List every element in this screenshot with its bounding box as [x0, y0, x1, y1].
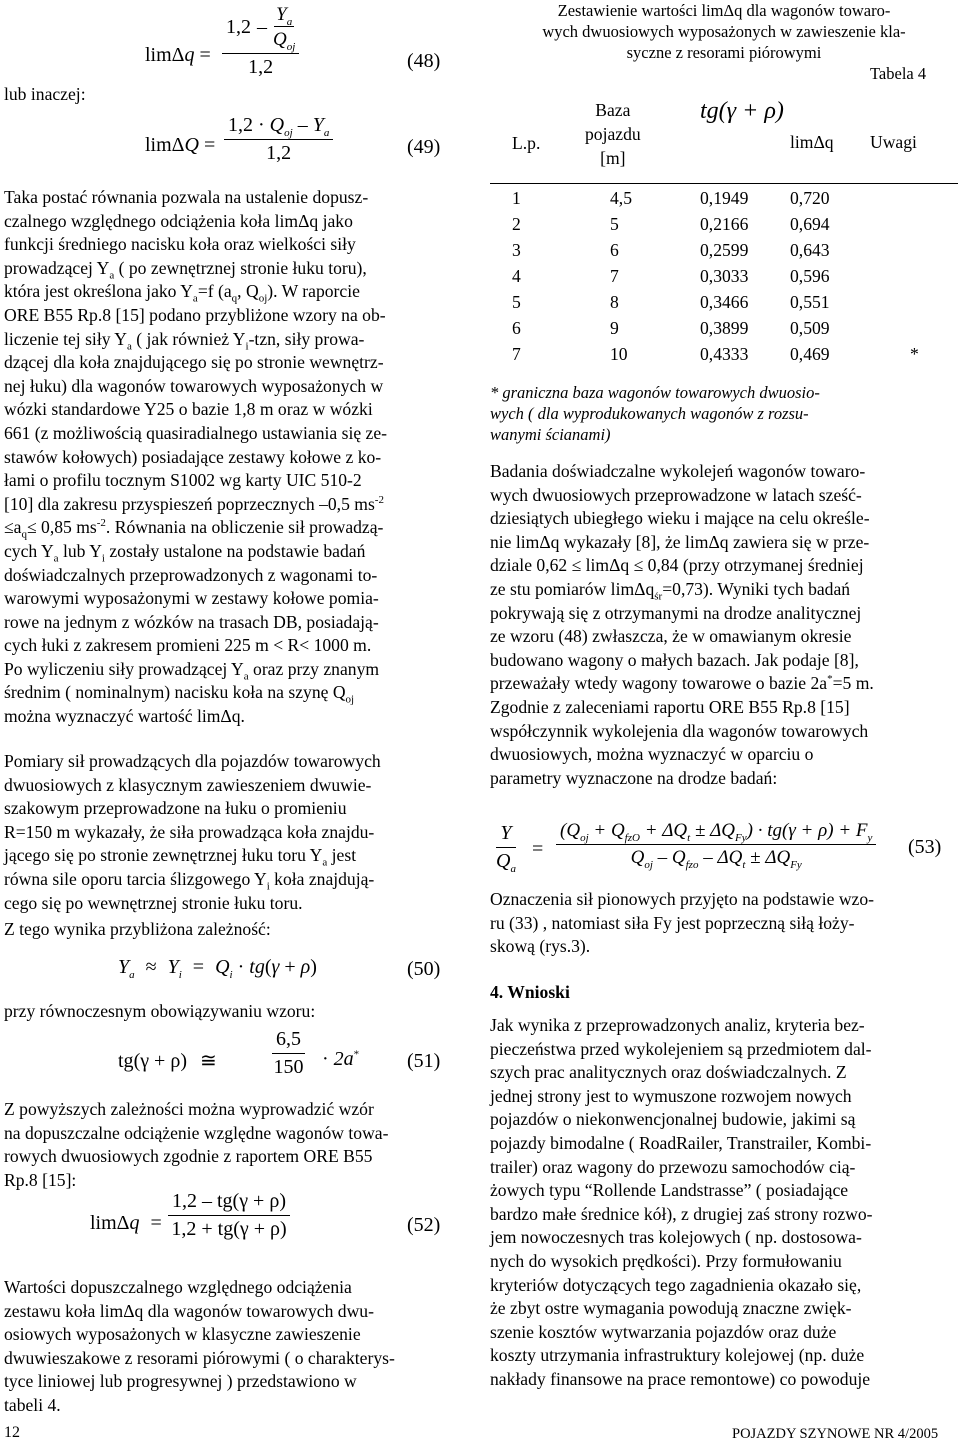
text-line: *: [353, 1048, 360, 1061]
table-row: [490, 292, 958, 318]
table-cell: 5: [610, 214, 619, 234]
text-line: kryteriów dotyczących tego zagadnienia okazało się,: [490, 1274, 862, 1295]
text-line: nie limΔq wykazały [8], że limΔq zawiera się w prze-: [490, 531, 870, 552]
text-line: 150: [273, 1056, 304, 1078]
table-cell: 0,4333: [700, 344, 749, 364]
section-title: 4. Wnioski: [490, 982, 570, 1002]
eq48-var: q: [184, 44, 195, 66]
text-line: jącego się po stronie zewnętrznej łuku toru Y: [4, 845, 323, 866]
text-line: a: [322, 856, 328, 869]
text-line: koła znajdują-: [269, 868, 375, 889]
text-line: czalnego względnego odciążenia koła limΔq jako: [4, 210, 353, 231]
eq49-num-q-sub: oj: [284, 127, 293, 139]
eq48-fraction: [222, 4, 299, 79]
header-uwagi: Uwagi: [870, 132, 917, 152]
table-cell: *: [910, 344, 919, 364]
text-line: wych dwuosiowych wyposażonych w zawieszenie kla-: [542, 22, 906, 41]
text-line: tg: [118, 1050, 134, 1072]
text-line: -2: [96, 517, 106, 530]
text-line: q: [129, 1212, 140, 1234]
text-line: i: [229, 969, 233, 981]
text-line: 661 (z możliwością quasiradialnego ustawiania się ze-: [4, 422, 388, 443]
text-line: Q: [630, 847, 645, 868]
table-header-rule: [490, 183, 958, 184]
text-line: Q: [215, 956, 230, 978]
eq49-delta: Δ: [171, 134, 185, 156]
text-line: stawów kołowych) posiadające zestawy kołowe z ko-: [4, 446, 382, 467]
text-line: pojazdy bimodalne ( RoadRailer, Transtrailer, Kombi-: [490, 1132, 872, 1153]
text-line: oj: [580, 831, 589, 844]
text-line: ze stu pomiarów limΔq: [490, 578, 655, 599]
table-cell: 10: [610, 344, 628, 364]
text-line: pojazdu: [585, 124, 641, 144]
eq51-fraction: [272, 1028, 305, 1079]
text-line: ≤ 0,85 ms: [26, 517, 97, 538]
text-line: ·: [322, 1048, 329, 1070]
text-line: można wyznaczyć wartość limΔq.: [4, 706, 245, 727]
text-line: rowych dwuosiowych zgodnie z raportem ORE B55: [4, 1146, 373, 1167]
text-line: γ: [271, 956, 280, 978]
text-line: koszty utrzymania infrastruktury kolejowej (np. duże: [490, 1345, 865, 1366]
text-line: funkcji średniego nacisku koła oraz wielkości siły: [4, 234, 356, 255]
text-line: a: [53, 552, 59, 565]
text-line: ): [310, 956, 317, 978]
eq48-num-a: 1,2: [226, 16, 251, 38]
text-line: [m]: [600, 148, 626, 168]
text-line: Fy: [790, 858, 802, 871]
text-line: cych Y: [4, 540, 54, 561]
text-line: t: [687, 831, 691, 844]
text-line: ± ΔQ: [690, 820, 736, 841]
text-line: y: [867, 831, 873, 844]
text-line: która jest określona jako Y: [4, 281, 193, 302]
text-line: dziale 0,62 ≤ limΔq ≤ 0,84 (przy otrzymanej średniej: [490, 555, 864, 576]
text-line: nych do wysokich prędkości). Przy formułowaniu: [490, 1250, 842, 1271]
text-line: q: [231, 292, 238, 305]
equation-48: [145, 44, 211, 67]
right-paragraph-2: [490, 888, 958, 959]
table-cell: 0,596: [790, 266, 830, 286]
text-line: wózki standardowe Y25 o bazie 1,8 m oraz w wózki: [4, 399, 373, 420]
text-line: Y: [118, 956, 130, 978]
text-line: i: [178, 969, 182, 981]
header-tg: tg(γ + ρ): [700, 98, 784, 124]
text-line: szenie kosztów wytwarzania pojazdów oraz duże: [490, 1321, 837, 1342]
text-line: wych dwuosiowych przeprowadzone w latach sześć-: [490, 484, 862, 505]
eq50-number: (50): [407, 958, 441, 980]
text-line: dwuosiowych z klasycznym zawieszeniem dwuwie-: [4, 774, 372, 795]
page-number: 12: [4, 1424, 20, 1441]
text-line: ORE B55 Rp.8 [15] podano przybliżone wzory na ob-: [4, 304, 386, 325]
eq49-eqsign: =: [204, 134, 216, 156]
text-line: że zbyt ostre wymagania powodują znaczne zwięk-: [490, 1298, 852, 1319]
text-line: pokrywają się z otrzymanymi na drodze analitycznej: [490, 602, 862, 623]
text-line: + Q: [588, 820, 625, 841]
table-cell: 5: [512, 292, 521, 312]
text-line: Y: [496, 822, 515, 848]
table-row: [490, 188, 958, 214]
eq48-ya-sub: a: [286, 15, 293, 28]
text-line: Taka postać równania pozwala na ustalenie dopusz-: [4, 187, 369, 207]
text-line: a: [109, 269, 115, 282]
eq49-num-minus: –: [297, 114, 308, 136]
text-line: pojazdów o niekonwencjonalnej budowie, jakimi są: [490, 1109, 856, 1130]
text-line: nej łuku) dla wagonów towarowych wyposażonych w: [4, 375, 384, 396]
text-line: t: [742, 858, 746, 871]
table-cell: 0,1949: [700, 188, 749, 208]
text-line: Q: [496, 850, 511, 872]
text-line: pieczeństwa przed wykolejeniem są przedmiotem dal-: [490, 1038, 872, 1059]
table-cell: 0,3466: [700, 292, 749, 312]
text-line: Zgodnie z zaleceniami raportu ORE B55 Rp.8 [15]: [490, 696, 850, 717]
text-line: śr: [654, 590, 663, 603]
text-line: -2: [374, 493, 384, 506]
eq52-fraction: [168, 1190, 290, 1241]
left-paragraph-3: Z tego wynika przybliżona zależność:: [4, 919, 271, 939]
text-line: 2a: [333, 1048, 354, 1070]
text-line: , Q: [237, 281, 259, 302]
text-line: =: [150, 1212, 162, 1234]
eq48-den: 1,2: [248, 56, 274, 78]
eq49-num-y-sub: a: [323, 127, 330, 139]
text-line: -tzn, siły prowa-: [248, 328, 365, 349]
text-line: liczenie tej siły Y: [4, 328, 127, 349]
text-line: skową (rys.3).: [490, 936, 591, 957]
text-line: Jak wynika z przeprowadzonych analiz, kryteria bez-: [490, 1015, 865, 1035]
text-line: +: [284, 956, 296, 978]
table-cell: 0,643: [790, 240, 830, 260]
text-line: Zestawienie wartości limΔq dla wagonów towaro-: [557, 1, 891, 20]
text-line: ze wzoru (48) zwłaszcza, że w omawianym okresie: [490, 626, 852, 647]
header-lp: L.p.: [512, 133, 541, 153]
table-cell: 0,551: [790, 292, 830, 312]
text-line: rowe na jednym z wózków na trasach DB, posiadają-: [4, 611, 379, 632]
table-row: [490, 266, 958, 292]
equation-51: [118, 1048, 217, 1073]
table-cell: 7: [610, 266, 619, 286]
eq48-qoj: Q: [273, 29, 287, 50]
table-cell: 7: [512, 344, 521, 364]
text-line: i: [266, 880, 270, 893]
eq48-num-minus: –: [257, 16, 267, 38]
text-line: zostały ustalone na podstawie badań: [104, 540, 366, 561]
header-lim: limΔq: [790, 132, 834, 152]
text-line: =5 m.: [832, 673, 874, 694]
eq53-eqsign: =: [532, 838, 544, 860]
text-line: Badania doświadczalne wykolejeń wagonów towaro-: [490, 461, 866, 481]
text-line: Po wyliczeniu siły prowadzącej Y: [4, 658, 244, 679]
text-line: Baza: [595, 100, 631, 120]
table-row: [490, 240, 958, 266]
text-line: 6,5: [272, 1028, 305, 1054]
text-line: oj: [345, 693, 355, 706]
table-cell: 0,3899: [700, 318, 749, 338]
text-line: =: [192, 956, 205, 978]
text-line: a: [129, 969, 135, 981]
text-line: a: [510, 863, 516, 875]
text-line: Δ: [116, 1212, 130, 1234]
text-line: szakowym przeprowadzone na łuku o promieniu: [4, 798, 347, 819]
footer-journal: POJAZDY SZYNOWE NR 4/2005: [732, 1426, 939, 1442]
text-line: budowano wagony o małych bazach. Jak podaje [8],: [490, 649, 859, 670]
text-line: Wartości dopuszczalnego względnego odciążenia: [4, 1277, 352, 1297]
text-line: zestawu koła limΔq dla wagonów towarowych dwu-: [4, 1300, 374, 1321]
text-line: – ΔQ: [698, 847, 743, 868]
eq49-number: (49): [407, 136, 441, 158]
text-line: cego się po wewnętrznej stronie łuku toru.: [4, 892, 303, 913]
eq48-eqsign: =: [199, 44, 211, 66]
table-cell: 6: [610, 240, 619, 260]
table-note: [490, 382, 958, 445]
left-paragraph-6: [4, 1276, 462, 1418]
eq49-num-a: 1,2: [228, 114, 253, 136]
text-line: oraz przy znanym: [248, 658, 380, 679]
text-line: ) · tg(γ + ρ) + F: [746, 820, 868, 841]
text-line: syczne z resorami piórowymi: [626, 43, 822, 62]
text-line: żowych typu “Rollende Landstrasse” ( posiadające: [490, 1180, 849, 1201]
text-line: równa sile oporu tarcia ślizgowego Y: [4, 868, 267, 889]
text-line: osiowych wyposażonych w klasyczne zawieszenie: [4, 1324, 361, 1345]
text-line: jednej strony jest to wymuszone rozwojem nowych: [490, 1085, 852, 1106]
text-line: doświadczalnych przeprowadzonych z wagonami to-: [4, 564, 378, 585]
text-line: prowadzącej Y: [4, 257, 110, 278]
text-line: – Q: [652, 847, 686, 868]
text-line: * graniczna baza wagonów towarowych dwuosio-: [490, 383, 820, 402]
text-line: 1,2 + tg(γ + ρ): [171, 1218, 287, 1240]
text-line: jem nowoczesnych tras kolejowych ( np. dostosowa-: [490, 1227, 862, 1248]
right-paragraph-3: [490, 1014, 958, 1392]
left-paragraph-5: [4, 1098, 462, 1192]
text-line: oj: [644, 858, 653, 871]
text-line: 1,2 – tg(γ + ρ): [168, 1190, 290, 1216]
eq49-num-y: Y: [312, 114, 324, 136]
text-line: tabeli 4.: [4, 1394, 61, 1415]
text-line: a: [243, 670, 249, 683]
eq53-fraction: [556, 820, 876, 869]
table-row: [490, 214, 958, 240]
text-line: Oznaczenia sił pionowych przyjęto na podstawie wzo-: [490, 889, 874, 909]
text-line: ). W raporcie: [267, 281, 360, 302]
eq49-lim: lim: [145, 134, 172, 156]
text-line: na dopuszczalne odciążenie względne wagonów towa-: [4, 1122, 389, 1143]
text-line: warowymi wyposażonymi w zestawy kołowe pomia-: [4, 588, 379, 609]
text-line: jest: [327, 845, 357, 866]
eq48-ya: Y: [276, 4, 287, 25]
text-line: wych ( dla wyprodukowanych wagonów z rozsu-: [490, 404, 809, 423]
text-line: fzO: [624, 831, 640, 844]
table-cell: 0,469: [790, 344, 830, 364]
text-line: średnim ( nominalnym) nacisku koła na szynę Q: [4, 682, 346, 703]
text-line: bardzo małe średnice kół), z drugiej zaś strony rozwo-: [490, 1203, 873, 1224]
text-line: a: [126, 340, 132, 353]
table-cell: 0,720: [790, 188, 830, 208]
eq49-num-dot: ·: [258, 114, 265, 136]
table-cell: 3: [512, 240, 521, 260]
eq49-den: 1,2: [266, 142, 292, 164]
left-paragraph-1: [4, 186, 462, 729]
text-line: (γ + ρ): [133, 1050, 187, 1072]
right-paragraph-1: [490, 460, 958, 790]
text-line: dwuosiowych, można wyznaczyć w oparciu o: [490, 744, 814, 765]
text-line: ru (33) , natomiast siła Fy jest poprzeczną siłą łoży-: [490, 912, 855, 933]
text-line: ± ΔQ: [745, 847, 791, 868]
text-line: ( po zewnętrznej stronie łuku toru),: [114, 257, 367, 278]
text-line: tg: [249, 956, 265, 978]
text-line: Rp.8 [15]:: [4, 1169, 77, 1190]
eq49-fraction: [224, 114, 333, 165]
text-line: ·: [237, 956, 245, 978]
eq53-lhs-fraction: [496, 822, 516, 873]
table-cell: 0,3033: [700, 266, 749, 286]
text-line: dziesiątych ubiegłego wieku i mające na celu określe-: [490, 508, 870, 529]
eq52-number: (52): [407, 1214, 441, 1236]
table-cell: 6: [512, 318, 521, 338]
eq48-number: (48): [407, 50, 441, 72]
text-line: ( jak również Y: [131, 328, 246, 349]
text-line: . Równania na obliczenie sił prowadzą-: [105, 517, 384, 538]
text-line: =f (a: [197, 281, 232, 302]
text-line: lub Y: [58, 540, 102, 561]
table-cell: 0,2599: [700, 240, 749, 260]
eq48-lim: lim: [145, 44, 172, 66]
table-cell: 0,2166: [700, 214, 749, 234]
text-line: ≤a: [4, 517, 22, 538]
text-line: dzącej dla koła znajdującego się po stronie wewnętrz-: [4, 352, 384, 373]
table-cell: 1: [512, 188, 521, 208]
table-cell: 4,5: [610, 188, 632, 208]
eq53-number: (53): [908, 836, 942, 858]
text-line: i: [245, 340, 249, 353]
text-line: Pomiary sił prowadzących dla pojazdów towarowych: [4, 751, 381, 771]
eq49-var: Q: [184, 134, 199, 156]
equation-49: [145, 134, 215, 157]
text-line: [10] dla zakresu przyspieszeń poprzecznych –0,5 ms: [4, 493, 375, 514]
eq49-num-q: Q: [269, 114, 285, 136]
eq51-rhs: [322, 1048, 359, 1071]
eq48-delta: Δ: [171, 44, 185, 66]
text-line: trailer) oraz wagony do przewozu samochodów cią-: [490, 1156, 856, 1177]
table-cell: 9: [610, 318, 619, 338]
text-line: Z powyższych zależności można wyprowadzić wzór: [4, 1099, 374, 1119]
equation-50: [118, 956, 317, 979]
text-line: Y: [167, 956, 179, 978]
text-line: q: [21, 528, 27, 541]
text-line: Fy: [735, 831, 747, 844]
table-row: [490, 318, 958, 344]
table-cell: 2: [512, 214, 521, 234]
table-row: [490, 344, 958, 370]
text-line: =0,73). Wyniki tych badań: [662, 578, 851, 599]
text-line: nakłady finansowe na prace remontowe) co powoduje: [490, 1368, 871, 1389]
text-line: ≅: [199, 1050, 217, 1072]
text-line: dwuwieszakowe z resorami piórowymi ( o charakterys-: [4, 1347, 395, 1368]
text-line: a: [192, 292, 198, 305]
text-line: tyce liniowej lub progresywnej ) przedstawiono w: [4, 1371, 357, 1392]
table-cell: 0,509: [790, 318, 830, 338]
text-line: (Q: [560, 820, 581, 841]
text-line: ρ: [300, 956, 311, 978]
table-cell: 0,694: [790, 214, 830, 234]
text-line: łami o profilu tocznym S1002 wg karty UIC 510-2: [4, 470, 362, 491]
text-line: parametry wyznaczone na drodze badań:: [490, 767, 778, 788]
table-caption: [490, 0, 958, 63]
text-line: cych łuki z zakresem promieni 225 m < R< 1000 m.: [4, 635, 372, 656]
text-line: fzo: [685, 858, 699, 871]
eq51-number: (51): [407, 1050, 441, 1072]
text-line: współczynnik wykolejenia dla wagonów towarowych: [490, 720, 869, 741]
eq48-qoj-sub: oj: [286, 40, 296, 53]
text-line: oj: [258, 292, 268, 305]
equation-52: [90, 1212, 162, 1235]
text-line: + ΔQ: [639, 820, 688, 841]
left-paragraph-4: przy równoczesnym obowiązywaniu wzoru:: [4, 1001, 316, 1021]
left-paragraph-2: [4, 750, 462, 915]
header-baza: [585, 98, 641, 170]
text-line: przeważały wtedy wagony towarowe o bazie 2a: [490, 673, 828, 694]
text-line: ≈: [145, 956, 157, 978]
text-line: lim: [90, 1212, 117, 1234]
table-label: Tabela 4: [870, 64, 927, 83]
table-cell: 8: [610, 292, 619, 312]
lead-text: lub inaczej:: [4, 84, 86, 104]
text-line: i: [101, 552, 105, 565]
text-line: (: [264, 956, 272, 978]
table-cell: 4: [512, 266, 521, 286]
text-line: szych prac analitycznych oraz doświadczalnych. Z: [490, 1062, 847, 1083]
text-line: R=150 m wykazały, że siła prowadząca koła znajdu-: [4, 821, 375, 842]
text-line: *: [827, 673, 833, 686]
text-line: wanymi ścianami): [490, 425, 611, 444]
